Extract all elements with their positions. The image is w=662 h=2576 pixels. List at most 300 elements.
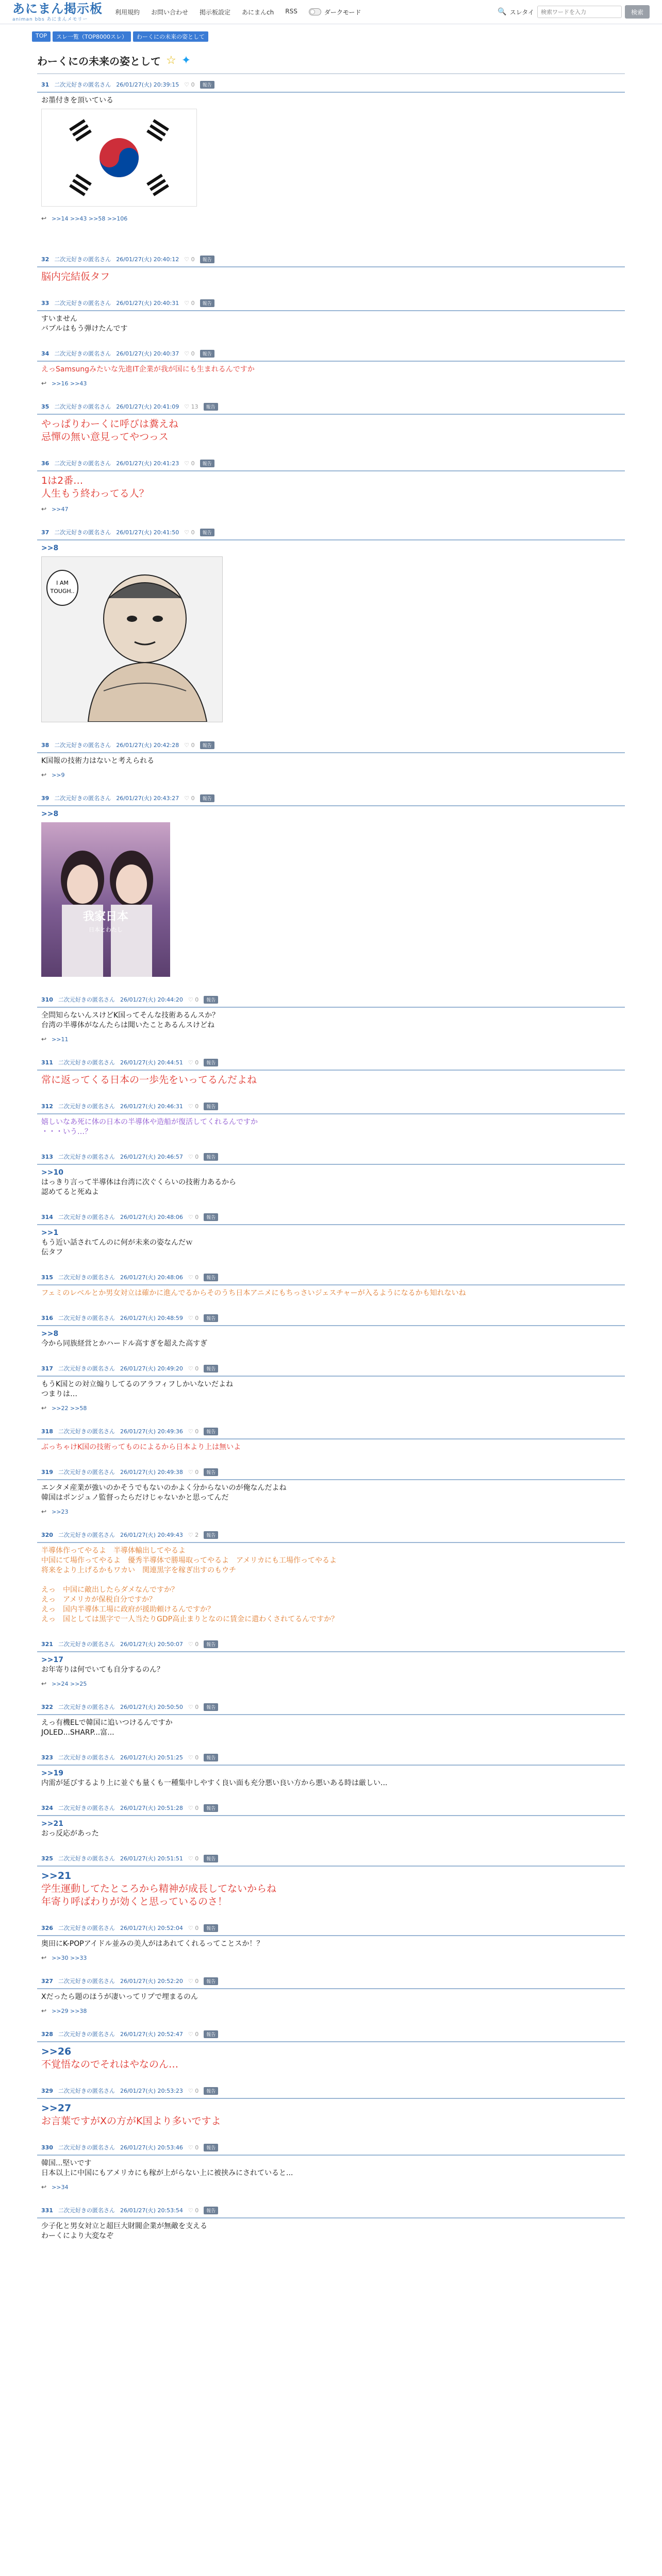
report-button[interactable]: 報告: [204, 1531, 218, 1539]
report-button[interactable]: 報告: [200, 81, 214, 89]
post-number[interactable]: 325: [41, 1855, 53, 1862]
reply-anchors[interactable]: >>23: [52, 1508, 69, 1515]
report-button[interactable]: 報告: [204, 1274, 218, 1281]
post-text[interactable]: >>8: [41, 1330, 59, 1338]
post: [32, 526, 630, 722]
like-count[interactable]: ♡ 0: [188, 1754, 199, 1761]
post-text: 人生もう終わってる人？: [41, 488, 149, 499]
post-gap: [32, 1908, 630, 1922]
post-gap: [32, 2191, 630, 2204]
toggle-switch[interactable]: [309, 8, 321, 15]
reply-anchors[interactable]: >>29 >>38: [52, 2007, 87, 2014]
post: [32, 2028, 630, 2071]
post-number[interactable]: 34: [41, 350, 49, 357]
reply-anchors[interactable]: >>16 >>43: [52, 380, 87, 387]
post-divider: [37, 1479, 625, 1480]
post-author: 二次元好きの匿名さん: [54, 256, 111, 263]
post-text[interactable]: >>10: [41, 1168, 63, 1177]
crumb-thread-list[interactable]: スレ一覧（TOP8000スレ）: [53, 31, 131, 42]
like-count[interactable]: ♡ 2: [188, 1531, 199, 1538]
post-number[interactable]: 329: [41, 2087, 53, 2094]
post-divider: [37, 1815, 625, 1816]
reply-anchors[interactable]: >>9: [52, 771, 65, 778]
post-number[interactable]: 318: [41, 1428, 53, 1435]
post-text: 中国にて場作ってやるよ 優秀半導体で勝場取ってやるよ アメリカにも工場作ってやるよ: [41, 1556, 337, 1565]
post-number[interactable]: 324: [41, 1804, 53, 1811]
like-count[interactable]: ♡ 0: [184, 794, 195, 802]
post-number[interactable]: 311: [41, 1059, 53, 1066]
post-number[interactable]: 315: [41, 1274, 53, 1281]
twitter-bird-icon[interactable]: ✦: [181, 54, 191, 67]
post-number[interactable]: 36: [41, 460, 49, 467]
nav-rss[interactable]: RSS: [285, 7, 297, 15]
post-number[interactable]: 314: [41, 1213, 53, 1221]
post-header: [37, 993, 625, 1006]
post-text: おっ反応があった: [41, 1829, 99, 1838]
post-date: 26/01/27(火) 20:39:15: [116, 81, 179, 88]
post-body: [37, 544, 625, 553]
logo-main: あにまん掲示板: [12, 1, 103, 16]
like-count[interactable]: ♡ 0: [188, 1428, 199, 1435]
post-gap: [32, 513, 630, 526]
post-divider: [37, 1988, 625, 1989]
report-button[interactable]: 報告: [204, 996, 218, 1004]
reply-icon: ↩: [41, 215, 47, 222]
post-header: [37, 400, 625, 413]
like-value: 0: [195, 1153, 199, 1160]
post-text: 認めてると死ぬよ: [41, 1188, 99, 1196]
report-button[interactable]: 報告: [204, 1213, 218, 1221]
post-text: 全問知らないんスけどK国ってそんな技術あるんスか？: [41, 1011, 220, 1020]
post: [32, 1529, 630, 1624]
post-gap: [32, 1738, 630, 1751]
post-author: 二次元好きの匿名さん: [58, 1428, 115, 1435]
post-divider: [37, 2041, 625, 2042]
post-text: やっぱりわーくに呼びは糞えね: [41, 418, 179, 430]
post-date: 26/01/27(火) 20:42:28: [116, 742, 179, 749]
report-button[interactable]: 報告: [200, 256, 214, 263]
post-date: 26/01/27(火) 20:49:36: [120, 1428, 183, 1435]
like-count[interactable]: ♡ 0: [188, 2207, 199, 2214]
report-button[interactable]: 報告: [204, 403, 218, 411]
post-date: 26/01/27(火) 20:41:50: [116, 529, 179, 536]
post-header: [37, 1701, 625, 1713]
nav-animanch[interactable]: あにまんch: [242, 8, 274, 16]
post-text[interactable]: >>21: [41, 1870, 72, 1882]
crumb-top[interactable]: TOP: [32, 31, 51, 42]
like-count[interactable]: ♡ 0: [188, 1640, 199, 1648]
speech-bubble-text-1: I AM: [56, 580, 69, 586]
nav-contact[interactable]: お問い合わせ: [151, 8, 189, 16]
report-button[interactable]: 報告: [204, 1103, 218, 1110]
post-gap: [32, 2128, 630, 2141]
like-count[interactable]: ♡ 0: [188, 1059, 199, 1066]
report-button[interactable]: 報告: [200, 350, 214, 358]
like-value: 0: [191, 460, 195, 467]
post-number[interactable]: 320: [41, 1531, 53, 1538]
post: [32, 1701, 630, 1738]
post-header: [37, 1802, 625, 1814]
post-number[interactable]: 326: [41, 1924, 53, 1931]
report-button[interactable]: 報告: [200, 460, 214, 467]
like-value: 0: [195, 1924, 199, 1931]
post-gap: [32, 1258, 630, 1271]
post-header: [37, 1056, 625, 1069]
post-number[interactable]: 39: [41, 794, 49, 802]
like-count[interactable]: ♡ 0: [188, 2087, 199, 2094]
like-count[interactable]: ♡ 0: [188, 1103, 199, 1110]
photo-image[interactable]: [41, 822, 170, 977]
post-body: [37, 1655, 625, 1675]
post-body: [37, 2222, 625, 2241]
like-value: 13: [191, 403, 198, 410]
report-button[interactable]: 報告: [204, 1059, 218, 1066]
post-date: 26/01/27(火) 20:48:06: [120, 1274, 183, 1281]
post-number[interactable]: 327: [41, 1977, 53, 1985]
post-divider: [37, 1438, 625, 1439]
photo-caption: 我家日本: [82, 910, 129, 923]
reply-anchors[interactable]: >>24 >>25: [52, 1680, 87, 1687]
post-date: 26/01/27(火) 20:40:12: [116, 256, 179, 263]
report-button[interactable]: 報告: [204, 1804, 218, 1812]
report-button[interactable]: 報告: [204, 1428, 218, 1435]
nav-terms[interactable]: 利用規約: [115, 8, 140, 16]
post-divider: [37, 1070, 625, 1071]
report-button[interactable]: 報告: [204, 1703, 218, 1711]
dark-mode-toggle[interactable]: [309, 8, 361, 16]
post-header: [37, 253, 625, 265]
post-author: 二次元好きの匿名さん: [58, 1154, 115, 1160]
like-count[interactable]: ♡ 0: [184, 256, 195, 263]
post-body: [37, 1380, 625, 1399]
post-divider: [37, 266, 625, 267]
post: [32, 347, 630, 387]
post-gap: [32, 444, 630, 457]
like-count[interactable]: ♡ 0: [188, 2144, 199, 2151]
post-body: [37, 1870, 625, 1908]
post-divider: [37, 1765, 625, 1766]
thread-content: [32, 53, 630, 2255]
post-text: [41, 1575, 625, 1585]
post-number[interactable]: 35: [41, 403, 49, 410]
post: [32, 1362, 630, 1412]
post-text[interactable]: >>21: [41, 1820, 63, 1828]
post: [32, 1150, 630, 1197]
reply-links: [37, 1503, 625, 1515]
post: [32, 297, 630, 334]
reply-anchors[interactable]: >>47: [52, 505, 69, 513]
reply-anchors[interactable]: >>34: [52, 2183, 69, 2191]
post-number[interactable]: 316: [41, 1314, 53, 1321]
post-number[interactable]: 323: [41, 1754, 53, 1761]
post-number[interactable]: 330: [41, 2144, 53, 2151]
post-text: 内需が延びするより上に並ぐも量くも一種集中しやすく良い面も充分悪い良い方から悪いある時は厳しい...: [41, 1779, 388, 1787]
post-body: [37, 1011, 625, 1030]
post: [32, 457, 630, 513]
post-date: 26/01/27(火) 20:53:46: [120, 2144, 183, 2151]
like-count[interactable]: ♡ 0: [188, 1365, 199, 1372]
post-header: [37, 739, 625, 751]
like-count[interactable]: ♡ 0: [188, 1213, 199, 1221]
post: [32, 739, 630, 778]
like-value: 0: [195, 1640, 199, 1648]
report-button[interactable]: 報告: [200, 299, 214, 307]
post-author: 二次元好きの匿名さん: [54, 795, 111, 802]
like-count[interactable]: ♡ 0: [184, 299, 195, 307]
post-gap: [32, 2014, 630, 2028]
post-text: 脳内完結仮タフ: [41, 271, 110, 282]
post-number[interactable]: 322: [41, 1703, 53, 1710]
post-text: 忌憚の無い意見ってやつっス: [41, 431, 169, 443]
reply-anchors[interactable]: >>22 >>58: [52, 1404, 87, 1412]
report-button[interactable]: 報告: [204, 1855, 218, 1862]
like-count[interactable]: ♡ 0: [188, 1924, 199, 1931]
post-list: [32, 993, 630, 2255]
reply-anchors[interactable]: >>11: [52, 1036, 69, 1043]
reply-anchors[interactable]: >>30 >>33: [52, 1954, 87, 1961]
post-gap: [32, 1137, 630, 1150]
search-scope-select[interactable]: スレタイ: [509, 8, 534, 16]
post-number[interactable]: 31: [41, 81, 49, 88]
like-count[interactable]: ♡ 0: [188, 996, 199, 1003]
reply-icon: ↩: [41, 2007, 47, 2014]
post-number[interactable]: 37: [41, 529, 49, 536]
report-button[interactable]: 報告: [200, 741, 214, 749]
post-gap: [32, 222, 630, 253]
post-text: お墨付きを頂いている: [41, 96, 113, 105]
like-count[interactable]: ♡ 0: [184, 529, 195, 536]
report-button[interactable]: 報告: [204, 1640, 218, 1648]
post: [32, 1922, 630, 1961]
post-header: [37, 1312, 625, 1324]
star-icon[interactable]: ☆: [166, 54, 176, 67]
like-count[interactable]: ♡ 0: [188, 1855, 199, 1862]
like-value: 0: [195, 1103, 199, 1110]
post-text: ・・・いう…？: [41, 1128, 92, 1136]
post-number[interactable]: 33: [41, 299, 49, 307]
like-count[interactable]: ♡ 0: [188, 1977, 199, 1985]
post-gap: [32, 2071, 630, 2084]
report-button[interactable]: 報告: [204, 1468, 218, 1476]
post-text: 台湾の半導体がなんたらは聞いたことあるんスけどね: [41, 1021, 214, 1029]
report-button[interactable]: 報告: [200, 529, 214, 536]
post-header: [37, 526, 625, 538]
post-divider: [37, 539, 625, 540]
post-number[interactable]: 38: [41, 741, 49, 749]
post-author: 二次元好きの匿名さん: [58, 1365, 115, 1372]
breadcrumb: [0, 24, 662, 42]
post-text: K国報の技術力はないと考えられる: [41, 757, 155, 765]
like-count[interactable]: ♡ 0: [184, 460, 195, 467]
post-text: 常に返ってくる日本の一歩先をいってるんだよね: [41, 1074, 257, 1086]
post-number[interactable]: 312: [41, 1103, 53, 1110]
like-count[interactable]: ♡ 0: [188, 1804, 199, 1811]
report-button[interactable]: 報告: [204, 1924, 218, 1932]
korean-flag-image[interactable]: [41, 109, 197, 207]
post-body: [37, 1819, 625, 1839]
like-value: 0: [191, 794, 195, 802]
post-header: [37, 1975, 625, 1987]
post-divider: [37, 1651, 625, 1652]
post-number[interactable]: 328: [41, 2030, 53, 2038]
like-count[interactable]: ♡ 0: [188, 1153, 199, 1160]
post-divider: [37, 414, 625, 415]
like-count[interactable]: ♡ 0: [184, 350, 195, 357]
site-logo[interactable]: [12, 2, 103, 22]
post-text: 嬉しいなあ死に体の日本の半導体や造船が復活してくれるんですか: [41, 1118, 258, 1126]
post-gap: [32, 1412, 630, 1425]
search-button[interactable]: 検索: [625, 5, 650, 19]
post-date: 26/01/27(火) 20:52:47: [120, 2031, 183, 2038]
crumb-current-thread[interactable]: わーくにの未来の姿として: [133, 31, 208, 42]
like-value: 0: [195, 1855, 199, 1862]
post-text: 日本以上に中国にもアメリカにも稼が上がらない上に被挟みにされていると...: [41, 2169, 293, 2177]
top-nav: [115, 8, 297, 16]
post-text: もうK国との対立煽りしてるのアラフィフしかいないだよね: [41, 1380, 234, 1388]
post-number[interactable]: 317: [41, 1365, 53, 1372]
post-author: 二次元好きの匿名さん: [54, 529, 111, 536]
speech-bubble-text-2: TOUGH..: [50, 588, 75, 595]
post-gap: [32, 1452, 630, 1466]
post-header: [37, 1271, 625, 1283]
post-text: 少子化と男女対立と超巨大財閥企業が無敵を支える: [41, 2222, 207, 2230]
post-body: [37, 96, 625, 106]
like-count[interactable]: ♡ 0: [188, 2030, 199, 2038]
post-text: えっSamsungみたいな先進IT企業が我が国にも生まれるんですか: [41, 365, 255, 374]
report-button[interactable]: 報告: [200, 794, 214, 802]
post-gap: [32, 1515, 630, 1529]
post-divider: [37, 752, 625, 753]
post-gap: [32, 1961, 630, 1975]
report-button[interactable]: 報告: [204, 2087, 218, 2095]
post-text: えっ 国としては黒字で一人当たりGDP高止まりとなのに賃金に遣わくされてるんですか？: [41, 1615, 339, 1623]
post-text: えっ有機ELで韓国に追いつけるんですか: [41, 1719, 173, 1727]
search-input[interactable]: [537, 6, 622, 18]
report-button[interactable]: 報告: [204, 1977, 218, 1985]
post-divider: [37, 2098, 625, 2099]
report-button[interactable]: 報告: [204, 2030, 218, 2038]
like-count[interactable]: ♡ 0: [184, 81, 195, 88]
post-date: 26/01/27(火) 20:41:23: [116, 460, 179, 467]
post-number[interactable]: 313: [41, 1153, 53, 1160]
post-text[interactable]: >>26: [41, 2046, 72, 2057]
post-text: お言葉ですがXの方がK国より多いですよ: [41, 2115, 221, 2127]
page-title: わーくにの未来の姿として: [37, 55, 161, 67]
post-gap: [32, 334, 630, 347]
like-count[interactable]: ♡ 0: [184, 741, 195, 749]
post-body: [37, 2045, 625, 2071]
post-text[interactable]: >>17: [41, 1656, 63, 1664]
like-value: 0: [195, 1274, 199, 1281]
post-text[interactable]: >>8: [41, 544, 59, 552]
post-divider: [37, 2217, 625, 2218]
like-count[interactable]: ♡ 0: [188, 1274, 199, 1281]
post-divider: [37, 2155, 625, 2156]
like-value: 0: [191, 741, 195, 749]
like-count[interactable]: ♡ 13: [184, 403, 198, 410]
reply-icon: ↩: [41, 771, 47, 778]
like-count[interactable]: ♡ 0: [188, 1314, 199, 1321]
post-body: [37, 1074, 625, 1087]
post-body: [37, 1769, 625, 1788]
post-date: 26/01/27(火) 20:48:59: [120, 1315, 183, 1321]
post-date: 26/01/27(火) 20:40:37: [116, 350, 179, 357]
post: [32, 1271, 630, 1298]
post-date: 26/01/27(火) 20:51:28: [120, 1805, 183, 1811]
post-gap: [32, 1687, 630, 1701]
post-gap: [32, 725, 630, 739]
post-body: [37, 474, 625, 500]
like-count[interactable]: ♡ 0: [188, 1703, 199, 1710]
post-text: わーくにより大変なぞ: [41, 2232, 113, 2240]
report-button[interactable]: 報告: [204, 1365, 218, 1372]
post-number[interactable]: 310: [41, 996, 53, 1003]
post-gap: [32, 1298, 630, 1312]
post: [32, 1852, 630, 1908]
post-body: [37, 1939, 625, 1949]
post: [32, 2204, 630, 2241]
post-text: えっ 中国に敵出したらダメなんですか？: [41, 1586, 178, 1594]
post-body: [37, 1117, 625, 1137]
report-button[interactable]: 報告: [204, 1153, 218, 1161]
nav-board-settings[interactable]: 掲示板設定: [200, 8, 231, 16]
like-value: 0: [191, 256, 195, 263]
post-author: 二次元好きの匿名さん: [58, 996, 115, 1003]
post: [32, 993, 630, 1043]
report-button[interactable]: 報告: [204, 2144, 218, 2151]
post-text: すいません: [41, 315, 77, 323]
post-number[interactable]: 32: [41, 256, 49, 263]
post-author: 二次元好きの匿名さん: [54, 460, 111, 467]
post-divider: [37, 1866, 625, 1867]
post-gap: [32, 1839, 630, 1852]
post-text: 半導体作ってやるよ 半導体輸出してやるよ: [41, 1547, 186, 1555]
post-number[interactable]: 321: [41, 1640, 53, 1648]
like-value: 0: [195, 2087, 199, 2094]
post-author: 二次元好きの匿名さん: [58, 1059, 115, 1066]
post-gap: [32, 980, 630, 993]
report-button[interactable]: 報告: [204, 2207, 218, 2214]
reply-links: [37, 1030, 625, 1043]
post-text: えっ 国内半導体工場に政府が援助頼けるんですか？: [41, 1605, 214, 1614]
post: [32, 1751, 630, 1788]
reply-anchors[interactable]: >>14 >>43 >>58 >>106: [52, 215, 128, 222]
post-text[interactable]: >>27: [41, 2103, 72, 2114]
report-button[interactable]: 報告: [204, 1314, 218, 1322]
post-body: [37, 809, 625, 819]
post-gap: [32, 1624, 630, 1638]
post-number[interactable]: 331: [41, 2207, 53, 2214]
search-bar: [498, 5, 650, 19]
post-text[interactable]: >>8: [41, 810, 59, 818]
post-author: 二次元好きの匿名さん: [58, 2207, 115, 2214]
post: [32, 253, 630, 283]
post-header: [37, 1922, 625, 1934]
post-date: 26/01/27(火) 20:46:57: [120, 1154, 183, 1160]
report-button[interactable]: 報告: [204, 1754, 218, 1761]
manga-panel-image[interactable]: [41, 556, 223, 722]
post-text[interactable]: >>19: [41, 1769, 63, 1777]
like-count[interactable]: ♡ 0: [188, 1468, 199, 1476]
reply-icon: ↩: [41, 2183, 47, 2191]
post-number[interactable]: 319: [41, 1468, 53, 1476]
like-value: 0: [195, 996, 199, 1003]
post-text: Xだったら題のほうが凄いってリプで埋まるのん: [41, 1993, 198, 2001]
post-divider: [37, 470, 625, 471]
post-header: [37, 1466, 625, 1478]
post-divider: [37, 1113, 625, 1114]
post-text[interactable]: >>1: [41, 1229, 59, 1237]
